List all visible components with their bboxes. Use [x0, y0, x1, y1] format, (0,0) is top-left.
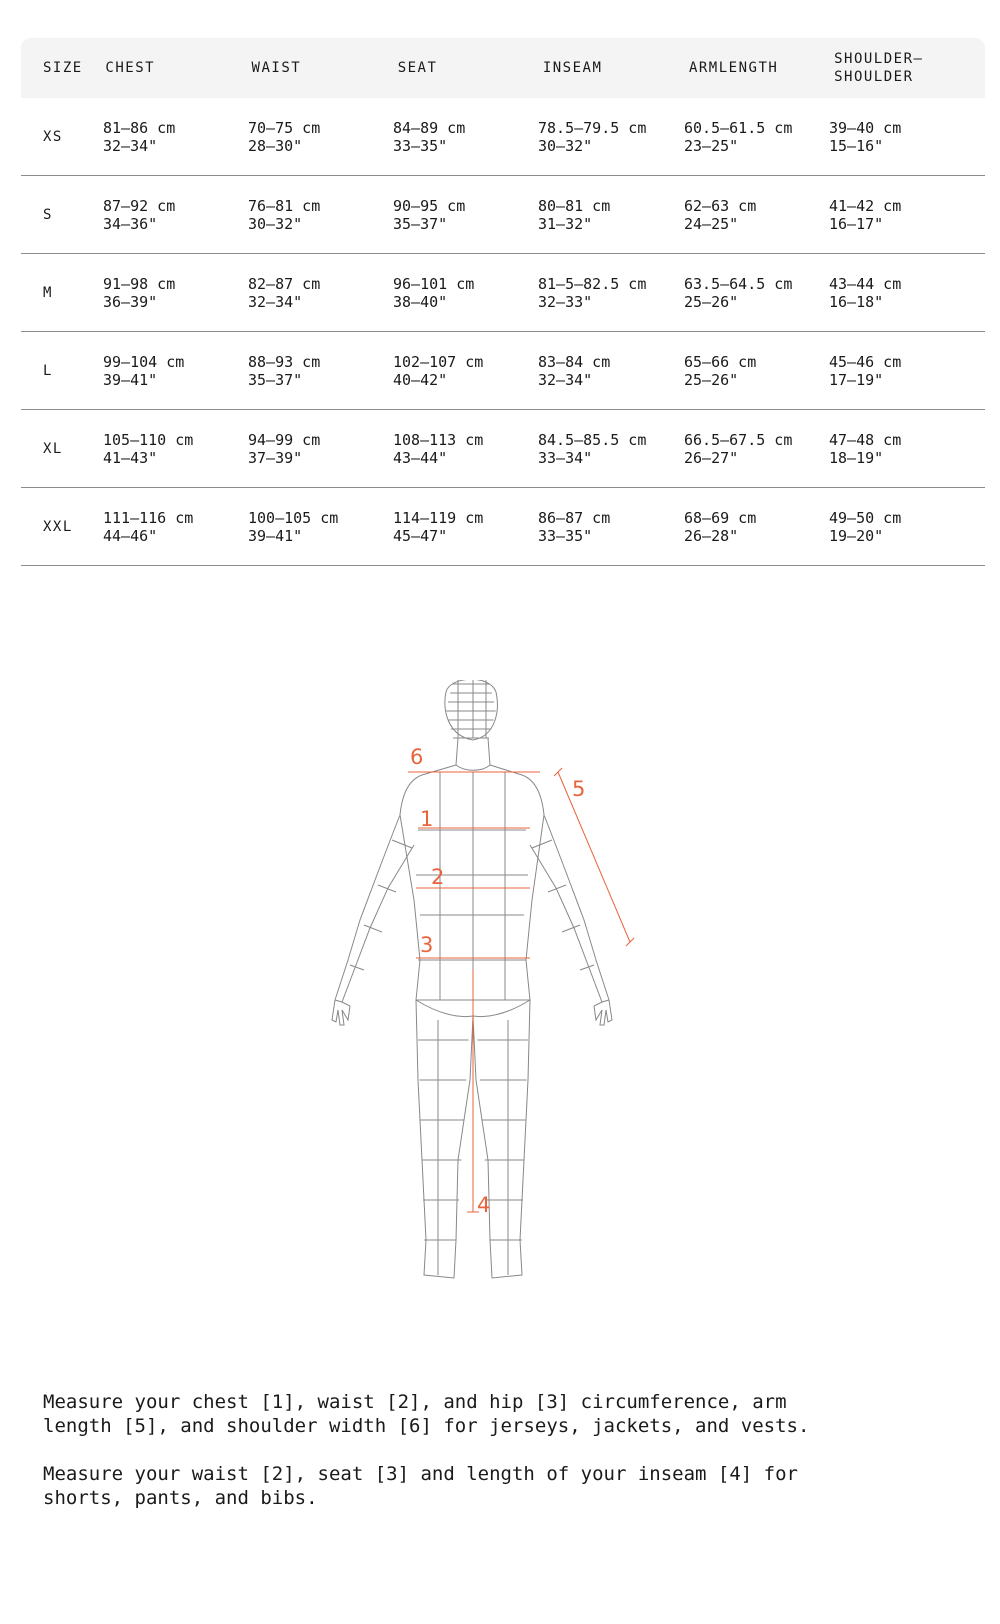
cell-waist: [248, 509, 393, 545]
cell-armlength: [684, 509, 829, 545]
value-inches: 32–34": [103, 136, 158, 155]
cell-waist: [248, 197, 393, 233]
cell-seat: [393, 275, 538, 311]
value-cm: 96–101 cm: [393, 274, 475, 293]
value-cm: 84–89 cm: [393, 118, 466, 137]
header-seat: SEAT: [397, 60, 438, 76]
cell-waist: [248, 431, 393, 467]
table-row: [21, 254, 985, 332]
value-inches: 36–39": [103, 292, 158, 311]
cell-armlength: [684, 119, 829, 155]
header-waist: WAIST: [251, 60, 302, 76]
value-inches: 32–34": [538, 370, 593, 389]
size-label: XXL: [43, 518, 73, 535]
value-inches: 28–30": [248, 136, 303, 155]
value-inches: 17–19": [829, 370, 884, 389]
value-cm: 87–92 cm: [103, 196, 176, 215]
arm-measure-line: [554, 768, 634, 946]
label-inseam: 4: [477, 1193, 491, 1217]
value-cm: 99–104 cm: [103, 352, 185, 371]
header-shoulder-shoulder: SHOULDER– SHOULDER: [834, 51, 924, 85]
value-cm: 66.5–67.5 cm: [684, 430, 793, 449]
left-leg: [416, 1000, 473, 1278]
value-inches: 39–41": [248, 526, 303, 545]
label-arm: 5: [572, 777, 586, 801]
value-inches: 31–32": [538, 214, 593, 233]
value-cm: 65–66 cm: [684, 352, 757, 371]
value-inches: 19–20": [829, 526, 884, 545]
value-cm: 62–63 cm: [684, 196, 757, 215]
cell-inseam: [538, 431, 684, 467]
size-label: XL: [43, 440, 63, 457]
header-chest: CHEST: [105, 60, 156, 76]
cell-armlength: [684, 431, 829, 467]
cell-waist: [248, 353, 393, 389]
value-cm: 60.5–61.5 cm: [684, 118, 793, 137]
value-cm: 86–87 cm: [538, 508, 611, 527]
value-cm: 43–44 cm: [829, 274, 902, 293]
value-inches: 30–32": [248, 214, 303, 233]
cell-inseam: [538, 509, 684, 545]
cell-chest: [103, 431, 248, 467]
value-cm: 47–48 cm: [829, 430, 902, 449]
value-inches: 33–34": [538, 448, 593, 467]
cell-seat: [393, 509, 538, 545]
value-inches: 26–28": [684, 526, 739, 545]
value-inches: 15–16": [829, 136, 884, 155]
value-cm: 90–95 cm: [393, 196, 466, 215]
value-inches: 35–37": [248, 370, 303, 389]
value-inches: 37–39": [248, 448, 303, 467]
cell-inseam: [538, 353, 684, 389]
value-cm: 82–87 cm: [248, 274, 321, 293]
table-row: [21, 410, 985, 488]
value-inches: 35–37": [393, 214, 448, 233]
value-inches: 24–25": [684, 214, 739, 233]
value-inches: 26–27": [684, 448, 739, 467]
value-cm: 100–105 cm: [248, 508, 339, 527]
value-cm: 70–75 cm: [248, 118, 321, 137]
value-cm: 49–50 cm: [829, 508, 902, 527]
value-inches: 44–46": [103, 526, 158, 545]
value-cm: 63.5–64.5 cm: [684, 274, 793, 293]
cell-shoulder: [829, 509, 984, 545]
torso-outline: [400, 765, 544, 1000]
mannequin-illustration: [330, 680, 670, 1330]
cell-seat: [393, 353, 538, 389]
head-outline: [445, 680, 497, 740]
value-cm: 76–81 cm: [248, 196, 321, 215]
table-row: [21, 332, 985, 410]
right-arm-mesh: [580, 965, 594, 970]
value-inches: 40–42": [393, 370, 448, 389]
cell-shoulder: [829, 353, 984, 389]
header-inseam: INSEAM: [542, 60, 603, 76]
value-inches: 38–40": [393, 292, 448, 311]
instructions-tops: Measure your chest [1], waist [2], and hip [3] circumference, arm length [5], and shoulder width [6] for jerseys, jackets, and vests.: [43, 1391, 810, 1437]
cell-shoulder: [829, 197, 984, 233]
value-inches: 43–44": [393, 448, 448, 467]
value-cm: 83–84 cm: [538, 352, 611, 371]
cell-chest: [103, 119, 248, 155]
value-cm: 84.5–85.5 cm: [538, 430, 647, 449]
value-inches: 16–17": [829, 214, 884, 233]
value-inches: 18–19": [829, 448, 884, 467]
cell-inseam: [538, 197, 684, 233]
size-label: M: [43, 284, 53, 301]
value-inches: 25–26": [684, 292, 739, 311]
header-armlength: ARMLENGTH: [688, 60, 779, 76]
cell-seat: [393, 197, 538, 233]
measurement-instructions: [43, 1390, 943, 1534]
left-arm: [335, 815, 414, 1002]
cell-chest: [103, 353, 248, 389]
value-cm: 68–69 cm: [684, 508, 757, 527]
value-cm: 111–116 cm: [103, 508, 194, 527]
value-inches: 23–25": [684, 136, 739, 155]
value-inches: 30–32": [538, 136, 593, 155]
label-hip: 3: [420, 933, 434, 957]
cell-chest: [103, 275, 248, 311]
body-measurement-figure: [330, 680, 670, 1330]
size-label: XS: [43, 128, 63, 145]
value-inches: 16–18": [829, 292, 884, 311]
value-cm: 81–5–82.5 cm: [538, 274, 647, 293]
cell-shoulder: [829, 275, 984, 311]
value-cm: 80–81 cm: [538, 196, 611, 215]
cell-inseam: [538, 275, 684, 311]
value-cm: 94–99 cm: [248, 430, 321, 449]
size-chart-table: [21, 38, 985, 566]
value-inches: 33–35": [393, 136, 448, 155]
value-cm: 91–98 cm: [103, 274, 176, 293]
value-inches: 39–41": [103, 370, 158, 389]
table-header: [21, 38, 985, 98]
neck-outline: [456, 738, 490, 770]
cell-inseam: [538, 119, 684, 155]
value-inches: 32–33": [538, 292, 593, 311]
table-body: [21, 98, 985, 566]
right-arm-mesh: [562, 925, 580, 932]
table-row: [21, 98, 985, 176]
value-inches: 32–34": [248, 292, 303, 311]
cell-seat: [393, 119, 538, 155]
value-inches: 25–26": [684, 370, 739, 389]
left-arm-mesh: [350, 965, 364, 970]
cell-waist: [248, 275, 393, 311]
table-row: [21, 488, 985, 566]
left-hand: [332, 1000, 350, 1025]
size-label: S: [43, 206, 53, 223]
table-row: [21, 176, 985, 254]
value-cm: 105–110 cm: [103, 430, 194, 449]
value-cm: 88–93 cm: [248, 352, 321, 371]
value-inches: 41–43": [103, 448, 158, 467]
cell-seat: [393, 431, 538, 467]
value-cm: 39–40 cm: [829, 118, 902, 137]
value-cm: 78.5–79.5 cm: [538, 118, 647, 137]
cell-armlength: [684, 197, 829, 233]
cell-chest: [103, 509, 248, 545]
value-inches: 33–35": [538, 526, 593, 545]
cell-waist: [248, 119, 393, 155]
value-cm: 114–119 cm: [393, 508, 484, 527]
right-leg: [473, 1000, 530, 1278]
value-cm: 41–42 cm: [829, 196, 902, 215]
left-arm-mesh: [364, 925, 382, 932]
cell-armlength: [684, 353, 829, 389]
size-label: L: [43, 362, 53, 379]
value-inches: 34–36": [103, 214, 158, 233]
value-cm: 108–113 cm: [393, 430, 484, 449]
label-waist: 2: [431, 865, 445, 889]
cell-shoulder: [829, 431, 984, 467]
header-size: SIZE: [43, 60, 83, 76]
value-cm: 102–107 cm: [393, 352, 484, 371]
label-chest: 1: [420, 807, 434, 831]
value-inches: 45–47": [393, 526, 448, 545]
value-cm: 81–86 cm: [103, 118, 176, 137]
cell-shoulder: [829, 119, 984, 155]
right-arm: [530, 815, 609, 1002]
cell-armlength: [684, 275, 829, 311]
value-cm: 45–46 cm: [829, 352, 902, 371]
left-arm-mesh: [392, 840, 412, 848]
right-arm-mesh: [532, 840, 552, 848]
label-shoulder: 6: [410, 745, 424, 769]
instructions-bottoms: Measure your waist [2], seat [3] and length of your inseam [4] for shorts, pants, and bibs.: [43, 1463, 798, 1509]
right-hand: [594, 1000, 612, 1025]
cell-chest: [103, 197, 248, 233]
